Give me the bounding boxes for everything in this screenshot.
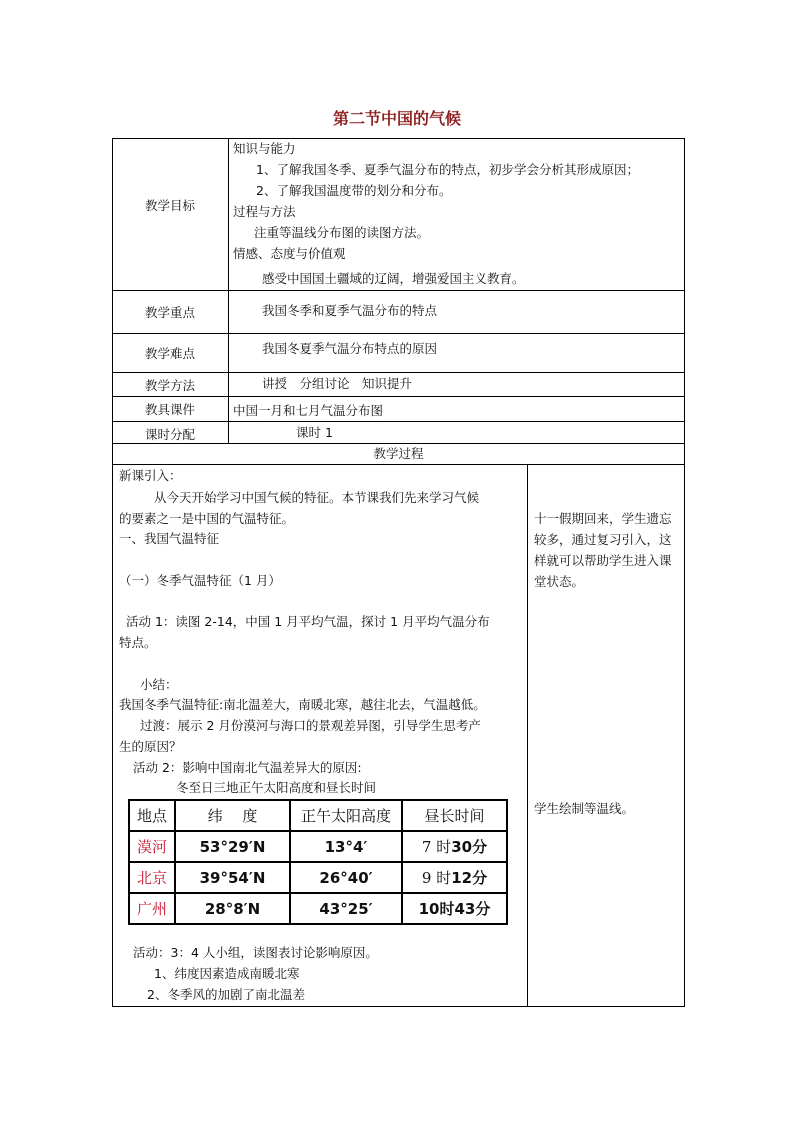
process-line: 过渡：展示 2 月份漠河与海口的景观差异图，引导学生思考产 [140, 718, 481, 733]
process-line: 生的原因？ [119, 739, 182, 754]
day-length-cell: 10时43分 [402, 893, 507, 924]
label-method: 教学方法 [144, 378, 195, 393]
process-line: 活动 1：读图 2-14，中国 1 月平均气温，探讨 1 月平均气温分布 [126, 614, 490, 629]
sun-altitude-cell: 43°25′ [290, 893, 402, 924]
goal-line: 感受中国国土疆域的辽阔，增强爱国主义教育。 [262, 271, 525, 286]
day-length-cell: 7 时30分 [402, 831, 507, 862]
header-day-length: 昼长时间 [402, 800, 507, 831]
label-hours: 课时分配 [144, 427, 195, 442]
place-cell: 广州 [129, 893, 175, 924]
label-key-point: 教学重点 [144, 305, 195, 320]
label-teaching-goal: 教学目标 [144, 198, 195, 213]
label-difficulty: 教学难点 [144, 346, 195, 361]
goal-line: 2、了解我国温度带的划分和分布。 [256, 183, 452, 198]
label-tools: 教具课件 [144, 402, 195, 417]
teacher-comment: 十一假期回来，学生遗忘较多，通过复习引入，这样就可以帮助学生进入课堂状态。 [534, 511, 672, 589]
process-line: 小结： [140, 677, 178, 692]
day-length-cell: 9 时12分 [402, 862, 507, 893]
process-line: 1、纬度因素造成南暖北寒 [154, 966, 300, 981]
goal-line: 1、了解我国冬季、夏季气温分布的特点，初步学会分析其形成原因； [256, 162, 639, 177]
place-cell: 北京 [129, 862, 175, 893]
table-caption: 冬至日三地正午太阳高度和昼长时间 [176, 780, 377, 795]
solar-data-table [128, 799, 508, 925]
process-line: 特点。 [119, 635, 157, 650]
header-sun-altitude: 正午太阳高度 [290, 800, 402, 831]
goal-line: 注重等温线分布图的读图方法。 [254, 225, 430, 240]
process-line: 一、我国气温特征 [119, 531, 220, 546]
process-line: 的要素之一是中国的气温特征。 [119, 511, 295, 526]
tools-value: 中国一月和七月气温分布图 [233, 403, 384, 418]
hours-value: 课时 1 [296, 425, 333, 440]
latitude-cell: 28°8′N [175, 893, 290, 924]
header-place: 地点 [129, 800, 175, 831]
table-row [129, 831, 507, 862]
process-line: 活动：3：4 人小组，读图表讨论影响原因。 [133, 945, 378, 960]
difficulty-value: 我国冬夏季气温分布特点的原因 [262, 341, 438, 356]
method-value: 讲授 分组讨论 知识提升 [262, 376, 413, 391]
latitude-cell: 53°29′N [175, 831, 290, 862]
table-header-row [129, 800, 507, 831]
process-line: 2、冬季风的加剧了南北温差 [147, 987, 305, 1002]
teacher-comment: 学生绘制等温线。 [534, 801, 635, 816]
latitude-cell: 39°54′N [175, 862, 290, 893]
process-line: 新课引入： [119, 468, 182, 483]
process-line: 我国冬季气温特征:南北温差大，南暖北寒，越往北去，气温越低。 [119, 697, 486, 712]
table-row [129, 862, 507, 893]
header-latitude: 纬 度 [175, 800, 290, 831]
sun-altitude-cell: 26°40′ [290, 862, 402, 893]
place-cell: 漠河 [129, 831, 175, 862]
page-title: 第二节中国的气候 [332, 109, 461, 128]
process-line: （一）冬季气温特征（1 月） [119, 573, 281, 588]
process-header: 教学过程 [373, 446, 424, 461]
goal-line: 知识与能力 [233, 141, 296, 156]
sun-altitude-cell: 13°4′ [290, 831, 402, 862]
table-row [129, 893, 507, 924]
goal-line: 过程与方法 [233, 204, 296, 219]
process-line: 活动 2：影响中国南北气温差异大的原因: [133, 760, 362, 775]
key-point-value: 我国冬季和夏季气温分布的特点 [262, 303, 438, 318]
process-line: 从今天开始学习中国气候的特征。本节课我们先来学习气候 [154, 490, 480, 505]
goal-line: 情感、态度与价值观 [233, 246, 346, 261]
